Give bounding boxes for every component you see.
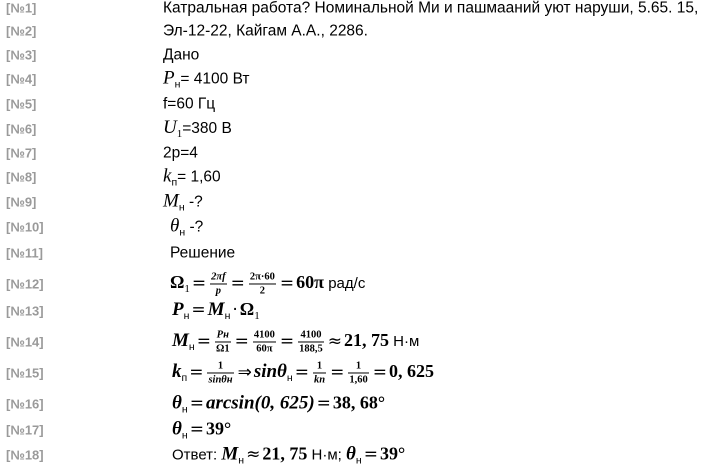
subscript: 1	[176, 128, 183, 140]
fraction: $\frac{2\pi f}{p}$	[211, 271, 226, 297]
line-number: [№2]	[6, 23, 37, 39]
line-number: [№9]	[6, 194, 37, 210]
result: 0, 625	[388, 361, 434, 382]
line-number: [№14]	[6, 334, 44, 350]
subscript: п	[171, 176, 178, 189]
fraction: $\frac{1}{kп}$	[313, 360, 326, 386]
fraction: $\frac{1}{\sin\theta н}$	[208, 360, 233, 386]
fraction: $\frac{1}{1,60}$	[349, 360, 368, 386]
line-13	[0, 298, 715, 324]
given-power	[163, 68, 250, 90]
answer-line: Ответ: $M_н \approx 21$, 75 Н·м; $\theta_н = 39^\circ$	[172, 443, 406, 467]
line-number: [№4]	[6, 71, 37, 87]
line-12	[0, 270, 715, 298]
line-number: [№8]	[6, 169, 37, 185]
answer-label: Ответ:	[172, 446, 222, 464]
result: 21, 75	[344, 330, 390, 351]
result: 60π	[296, 272, 325, 293]
fraction: $\frac{4100}{188,5}$	[299, 329, 323, 355]
line-4	[0, 67, 715, 91]
line-10	[0, 215, 715, 239]
line-number: [№5]	[6, 96, 37, 112]
line-number: [№6]	[6, 121, 37, 137]
symbol: P	[163, 67, 175, 89]
find-angle	[170, 216, 203, 238]
subscript: н	[179, 226, 186, 239]
symbol: θ	[170, 215, 180, 237]
author-text: Эл-12-22, Кайгам А.А., 2286.	[163, 22, 368, 40]
line-1	[0, 0, 715, 20]
value: -?	[184, 193, 203, 211]
subscript: н	[174, 78, 181, 91]
unit: рад/с	[324, 275, 366, 293]
solution-heading: Решение	[170, 244, 236, 262]
value: = 1,60	[177, 168, 221, 186]
symbol: Ω	[170, 272, 185, 293]
value: -?	[185, 218, 204, 236]
line-9	[0, 190, 715, 214]
line-number: [№13]	[6, 303, 44, 319]
line-number: [№7]	[6, 145, 37, 161]
formula-coefficient: $k_п$ = $\frac{1}{\sin\theta н}$ ⇒ sinθ$_н$ = $\frac{1}{kп}$ = $\frac{1}{1,60}$ = 0, 625	[172, 360, 434, 386]
line-number: [№15]	[6, 365, 44, 381]
symbol: M	[163, 190, 179, 212]
line-number: [№12]	[6, 276, 44, 292]
line-number: [№10]	[6, 219, 44, 235]
line-number: [№16]	[6, 396, 44, 412]
line-number: [№17]	[6, 422, 44, 438]
line-11	[0, 241, 715, 265]
unit: Н·м	[389, 333, 420, 351]
symbol: U	[163, 117, 177, 138]
line-3	[0, 43, 715, 67]
given-frequency: f=60 Гц	[163, 95, 216, 113]
symbol: k	[163, 165, 172, 187]
given-voltage	[163, 118, 232, 140]
formula-torque: $M_н$ = $\frac{Pн}{\Omega 1}$ = $\frac{4100}{60\pi}$ = $\frac{4100}{188,5}$ ≈ 21, 75 Н·м	[172, 329, 420, 355]
result: 38, 68°	[332, 392, 386, 413]
subscript: н	[178, 201, 185, 214]
task-text: Катральная работа? Номинальной Ми и пашмааний уют наруши, 5.65. 15,	[163, 0, 699, 17]
line-16	[0, 392, 715, 416]
line-7	[0, 141, 715, 165]
formula-angular-speed: $\Omega_1$ = $\frac{2\pi f}{p}$ = $\frac{2\pi\cdot 60}{2}$ = 60π рад/с	[170, 271, 366, 297]
value: =380 В	[182, 120, 232, 137]
line-5	[0, 92, 715, 116]
line-2	[0, 19, 715, 43]
fraction: $\frac{2\pi\cdot 60}{2}$	[249, 271, 275, 297]
line-17	[0, 418, 715, 442]
given-heading: Дано	[163, 46, 200, 64]
line-14	[0, 328, 715, 356]
line-8	[0, 165, 715, 189]
given-coefficient	[163, 166, 221, 188]
line-18	[0, 443, 715, 467]
line-15	[0, 359, 715, 387]
line-number: [№3]	[6, 47, 37, 63]
line-number: [№1]	[6, 0, 37, 16]
given-poles: 2p=4	[163, 144, 198, 162]
fraction: $\frac{Pн}{\Omega 1}$	[215, 329, 230, 355]
line-6	[0, 117, 715, 141]
value: = 4100 Вт	[180, 70, 250, 88]
subscript: 1	[184, 283, 190, 296]
fraction: $\frac{4100}{60\pi}$	[253, 329, 275, 355]
line-number: [№11]	[6, 245, 43, 261]
find-torque	[163, 191, 203, 213]
formula-arcsin: $\theta_н = \arcsin(0$, 625) = 38, 68°	[172, 392, 386, 416]
formula-rounded-angle: $\theta_н = 39^\circ$	[172, 418, 232, 442]
line-number: [№18]	[6, 447, 44, 463]
result: 39°	[205, 418, 232, 439]
formula-power: $P_н = M_н \cdot \Omega_1$	[172, 299, 260, 322]
